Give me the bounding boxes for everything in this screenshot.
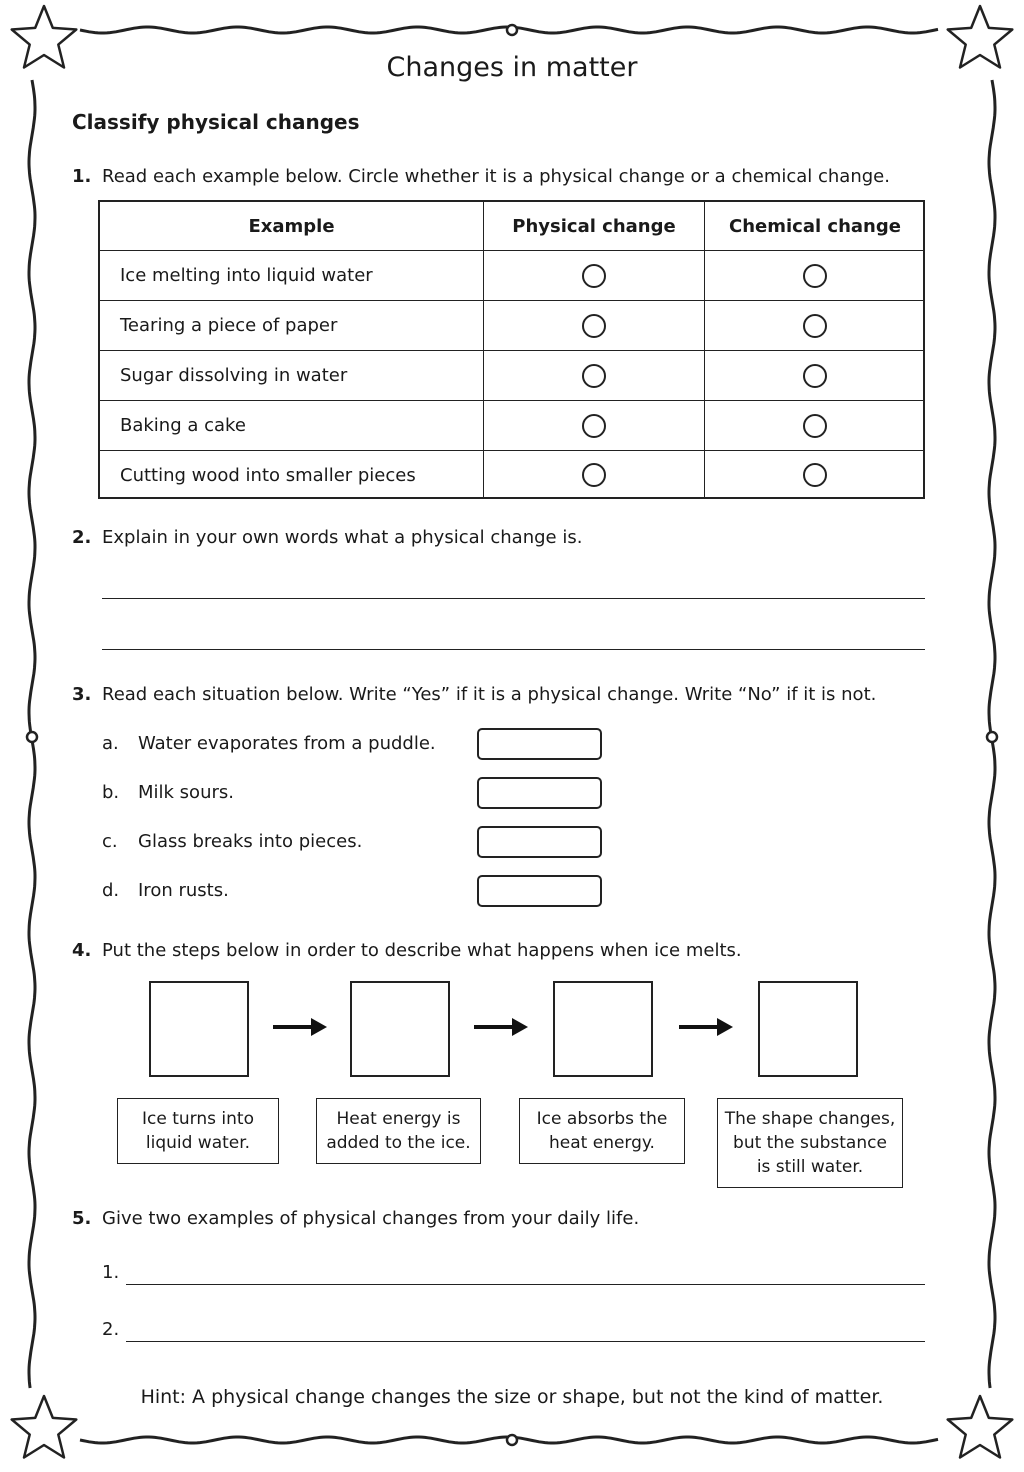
example-answer-line-1[interactable] <box>126 1284 925 1285</box>
example-number-2: 2. <box>102 1319 120 1340</box>
header-chemical: Chemical change <box>704 202 925 250</box>
chemical-choice[interactable] <box>704 351 925 400</box>
question-5 <box>72 1208 639 1229</box>
circle-bubble-icon[interactable] <box>803 463 827 487</box>
classification-table <box>98 200 925 499</box>
situation-item <box>102 782 234 803</box>
item-letter: b. <box>102 782 120 803</box>
physical-choice[interactable] <box>483 251 704 300</box>
circle-bubble-icon[interactable] <box>582 264 606 288</box>
example-text: Ice melting into liquid water <box>120 265 373 286</box>
table-header-row <box>100 202 923 250</box>
yes-no-answer-box[interactable] <box>477 777 602 809</box>
step-line: heat energy. <box>549 1133 655 1153</box>
question-number: 3. <box>72 684 92 705</box>
example-answer-line-2[interactable] <box>126 1341 925 1342</box>
section-subtitle: Classify physical changes <box>72 110 360 134</box>
right-arrow-icon <box>677 1016 735 1038</box>
situation-item <box>102 880 229 901</box>
question-text: Explain in your own words what a physical change is. <box>102 527 583 548</box>
hint-text: Hint: A physical change changes the size or shape, but not the kind of matter. <box>140 1386 884 1408</box>
right-arrow-icon <box>271 1016 329 1038</box>
chemical-choice[interactable] <box>704 451 925 499</box>
question-text: Give two examples of physical changes from your daily life. <box>102 1208 640 1229</box>
table-row <box>100 350 923 400</box>
situation-item <box>102 733 436 754</box>
question-text: Read each situation below. Write “Yes” if it is a physical change. Write “No” if it is not. <box>102 684 877 705</box>
question-4 <box>72 940 742 961</box>
step-card[interactable] <box>717 1098 903 1188</box>
example-number-1: 1. <box>102 1262 120 1283</box>
situation-item <box>102 831 362 852</box>
answer-line-1[interactable] <box>102 598 925 599</box>
item-letter: c. <box>102 831 118 852</box>
physical-choice[interactable] <box>483 351 704 400</box>
chemical-choice[interactable] <box>704 251 925 300</box>
item-letter: a. <box>102 733 119 754</box>
right-arrow-icon <box>472 1016 530 1038</box>
yes-no-answer-box[interactable] <box>477 728 602 760</box>
example-text: Tearing a piece of paper <box>120 315 338 336</box>
question-3 <box>72 684 876 705</box>
header-example: Example <box>248 215 335 237</box>
example-text: Baking a cake <box>120 415 246 436</box>
step-card[interactable] <box>316 1098 481 1164</box>
question-number: 1. <box>72 166 92 187</box>
item-text: Milk sours. <box>138 782 234 803</box>
example-text: Cutting wood into smaller pieces <box>120 464 416 486</box>
answer-line-2[interactable] <box>102 649 925 650</box>
step-card[interactable] <box>117 1098 279 1164</box>
step-line: is still water. <box>756 1157 864 1177</box>
question-text: Read each example below. Circle whether it is a physical change or a chemical change. <box>102 166 890 187</box>
chemical-choice[interactable] <box>704 301 925 350</box>
table-row <box>100 250 923 300</box>
physical-choice[interactable] <box>483 451 704 499</box>
step-line: liquid water. <box>145 1133 251 1153</box>
circle-bubble-icon[interactable] <box>582 414 606 438</box>
circle-bubble-icon[interactable] <box>803 364 827 388</box>
question-2 <box>72 527 582 548</box>
question-number: 4. <box>72 940 92 961</box>
worksheet-title: Changes in matter <box>386 52 638 83</box>
example-text: Sugar dissolving in water <box>120 365 348 386</box>
step-card[interactable] <box>519 1098 685 1164</box>
table-row <box>100 300 923 350</box>
step-line: The shape changes, <box>724 1109 896 1129</box>
order-answer-box-4[interactable] <box>758 981 858 1077</box>
yes-no-answer-box[interactable] <box>477 826 602 858</box>
step-line: Heat energy is <box>336 1109 461 1129</box>
step-line: added to the ice. <box>326 1133 471 1153</box>
chemical-choice[interactable] <box>704 401 925 450</box>
item-text: Iron rusts. <box>138 880 229 901</box>
physical-choice[interactable] <box>483 301 704 350</box>
order-answer-box-1[interactable] <box>149 981 249 1077</box>
step-line: Ice absorbs the <box>536 1109 668 1129</box>
item-text: Glass breaks into pieces. <box>138 831 363 852</box>
question-number: 2. <box>72 527 92 548</box>
circle-bubble-icon[interactable] <box>582 364 606 388</box>
order-answer-box-2[interactable] <box>350 981 450 1077</box>
question-text: Put the steps below in order to describe what happens when ice melts. <box>102 940 742 961</box>
yes-no-answer-box[interactable] <box>477 875 602 907</box>
circle-bubble-icon[interactable] <box>803 414 827 438</box>
header-physical: Physical change <box>483 202 704 250</box>
circle-bubble-icon[interactable] <box>582 314 606 338</box>
circle-bubble-icon[interactable] <box>582 463 606 487</box>
physical-choice[interactable] <box>483 401 704 450</box>
table-row <box>100 450 923 499</box>
circle-bubble-icon[interactable] <box>803 264 827 288</box>
order-answer-box-3[interactable] <box>553 981 653 1077</box>
item-letter: d. <box>102 880 120 901</box>
step-line: but the substance <box>733 1133 887 1153</box>
step-line: Ice turns into <box>142 1109 254 1129</box>
circle-bubble-icon[interactable] <box>803 314 827 338</box>
question-1 <box>72 166 890 187</box>
item-text: Water evaporates from a puddle. <box>138 733 436 754</box>
table-row <box>100 400 923 450</box>
question-number: 5. <box>72 1208 92 1229</box>
